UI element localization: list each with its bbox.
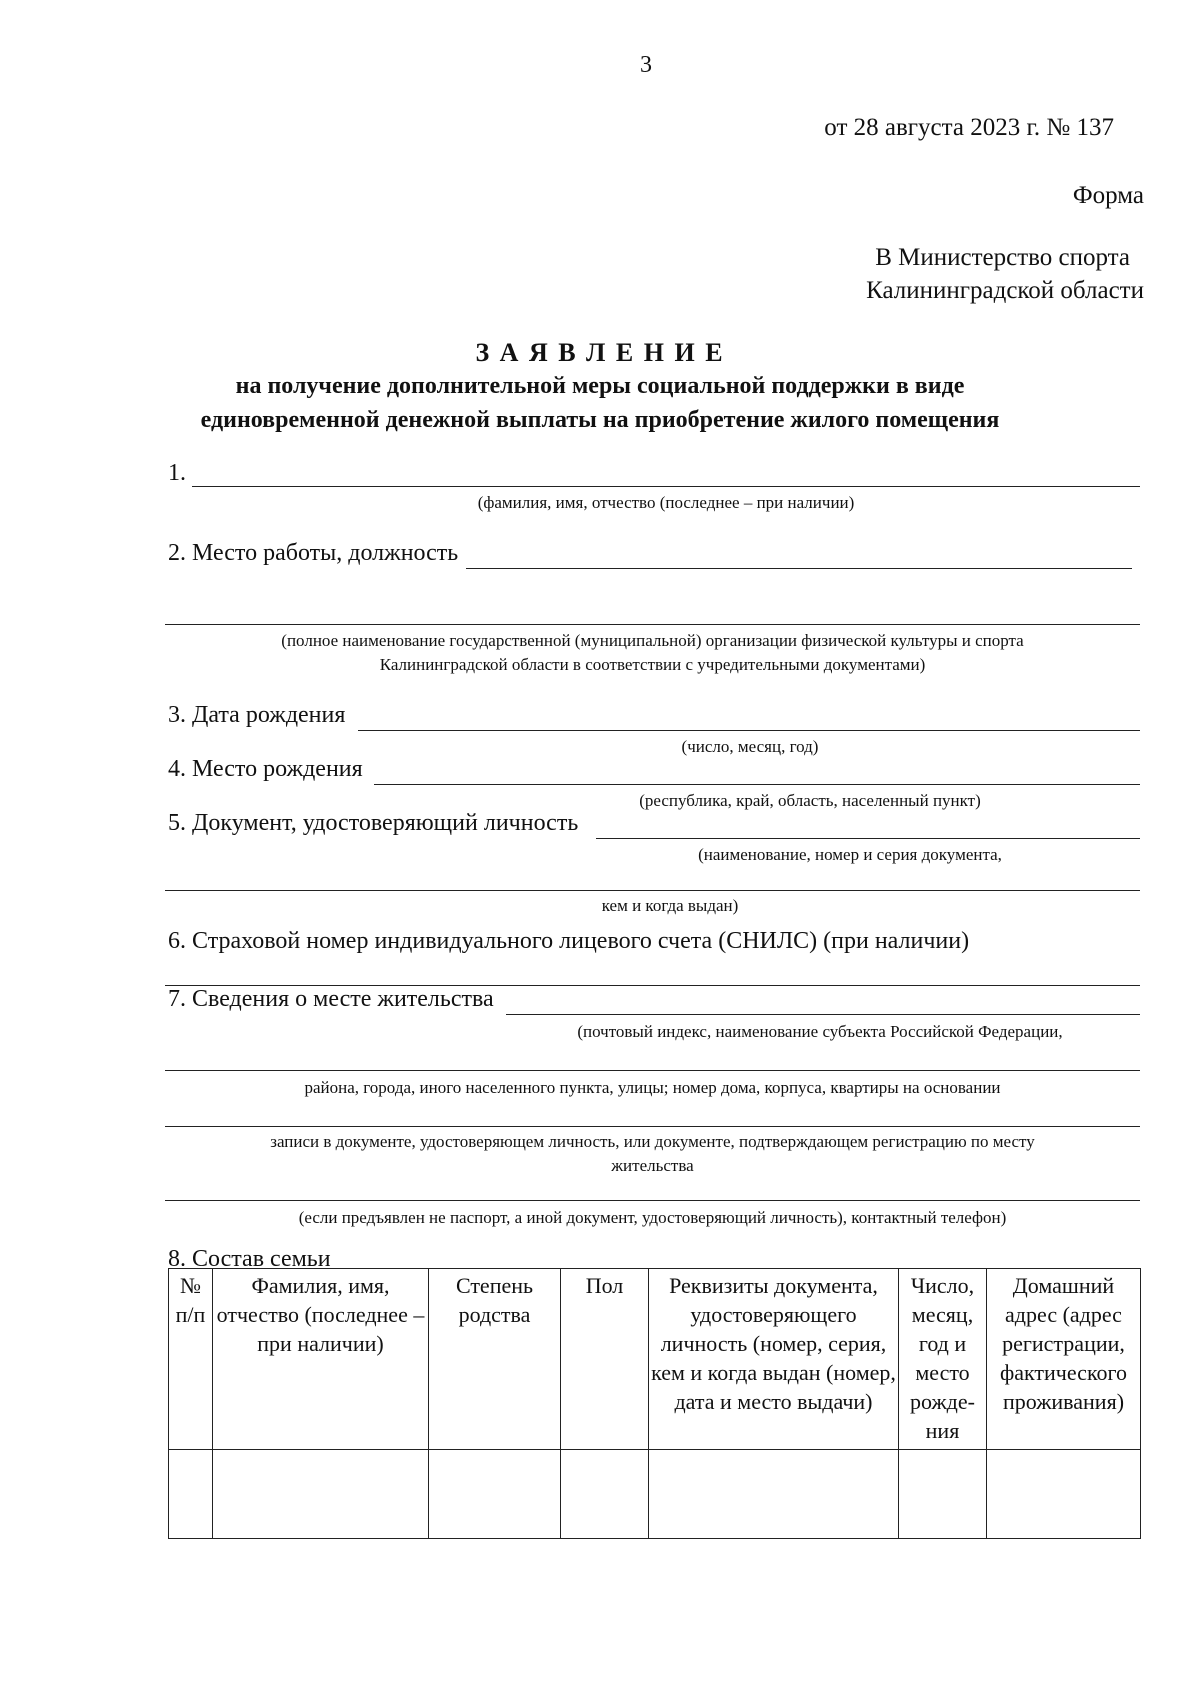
addressee-line-1: В Министерство спорта (875, 244, 1130, 271)
document-subtitle-line-1: на получение дополнительной меры социальной поддержки в виде (235, 373, 965, 399)
document-title: З А Я В Л Е Н И Е (475, 338, 725, 367)
identity-document-hint-2: кем и когда выдан) (601, 896, 739, 915)
workplace-input-line-2[interactable] (165, 624, 1140, 625)
column-header-home-address: Домашний адрес (адрес регистрации, фактического проживания) (987, 1269, 1141, 1450)
residence-input-line-3[interactable] (165, 1126, 1140, 1127)
birth-place-input-line[interactable] (374, 784, 1140, 785)
document-date-number: от 28 августа 2023 г. № 137 (824, 114, 1114, 141)
column-header-sex: Пол (561, 1269, 649, 1450)
column-header-full-name: Фамилия, имя, отчество (последнее – при наличии) (213, 1269, 429, 1450)
document-subtitle-line-2: единовременной денежной выплаты на приобретение жилого помещения (200, 407, 1000, 433)
residence-hint-1: (почтовый индекс, наименование субъекта Российской Федерации, (577, 1022, 1063, 1041)
table-row (169, 1450, 1141, 1539)
column-header-number: № п/п (169, 1269, 213, 1450)
field-5-label: 5. Документ, удостоверяющий личность (168, 810, 579, 836)
residence-hint-4: жительства (611, 1156, 694, 1175)
residence-input-line-4[interactable] (165, 1200, 1140, 1201)
birth-place-hint: (республика, край, область, населенный пункт) (639, 791, 981, 810)
workplace-hint-1: (полное наименование государственной (муниципальной) организации физической культуры и спорта (281, 631, 1024, 650)
birth-date-hint: (число, месяц, год) (681, 737, 819, 756)
addressee-line-2: Калининградской области (866, 277, 1144, 304)
birth-date-input-line[interactable] (358, 730, 1140, 731)
table-cell[interactable] (429, 1450, 561, 1539)
workplace-hint-2: Калининградской области в соответствии с учредительными документами) (379, 655, 926, 674)
table-cell[interactable] (169, 1450, 213, 1539)
field-2-label: 2. Место работы, должность (168, 540, 459, 566)
page-number: 3 (640, 52, 652, 78)
residence-hint-5: (если предъявлен не паспорт, а иной документ, удостоверяющий личность), контактный телефон) (298, 1208, 1007, 1227)
residence-hint-3: записи в документе, удостоверяющем личность, или документе, подтверждающем регистрацию по месту (270, 1132, 1035, 1151)
table-cell[interactable] (649, 1450, 899, 1539)
table-cell[interactable] (899, 1450, 987, 1539)
column-header-relationship: Степень родства (429, 1269, 561, 1450)
field-1-number: 1. (168, 460, 186, 486)
field-8-label: 8. Состав семьи (168, 1246, 331, 1272)
residence-hint-2: района, города, иного населенного пункта, улицы; номер дома, корпуса, квартиры на основании (304, 1078, 1001, 1097)
table-header-row (169, 1269, 1141, 1450)
table-cell[interactable] (987, 1450, 1141, 1539)
table-cell[interactable] (561, 1450, 649, 1539)
field-4-label: 4. Место рождения (168, 756, 363, 782)
table-cell[interactable] (213, 1450, 429, 1539)
residence-input-line[interactable] (506, 1014, 1140, 1015)
identity-document-input-line-2[interactable] (165, 890, 1140, 891)
full-name-hint: (фамилия, имя, отчество (последнее – при наличии) (477, 493, 855, 512)
column-header-birth-date-place: Число, месяц, год и место рожде-ния (899, 1269, 987, 1450)
full-name-input-line[interactable] (192, 486, 1140, 487)
family-composition-table (168, 1268, 1141, 1539)
field-3-label: 3. Дата рождения (168, 702, 346, 728)
field-7-label: 7. Сведения о месте жительства (168, 986, 494, 1012)
identity-document-input-line[interactable] (596, 838, 1140, 839)
residence-input-line-2[interactable] (165, 1070, 1140, 1071)
form-label: Форма (1072, 182, 1144, 209)
column-header-identity-document: Реквизиты документа, удостоверяющего личность (номер, серия, кем и когда выдан (номер, дата и место выдачи) (649, 1269, 899, 1450)
field-6-label: 6. Страховой номер индивидуального лицевого счета (СНИЛС) (при наличии) (168, 928, 970, 954)
identity-document-hint-1: (наименование, номер и серия документа, (698, 845, 1002, 864)
workplace-input-line[interactable] (466, 568, 1132, 569)
